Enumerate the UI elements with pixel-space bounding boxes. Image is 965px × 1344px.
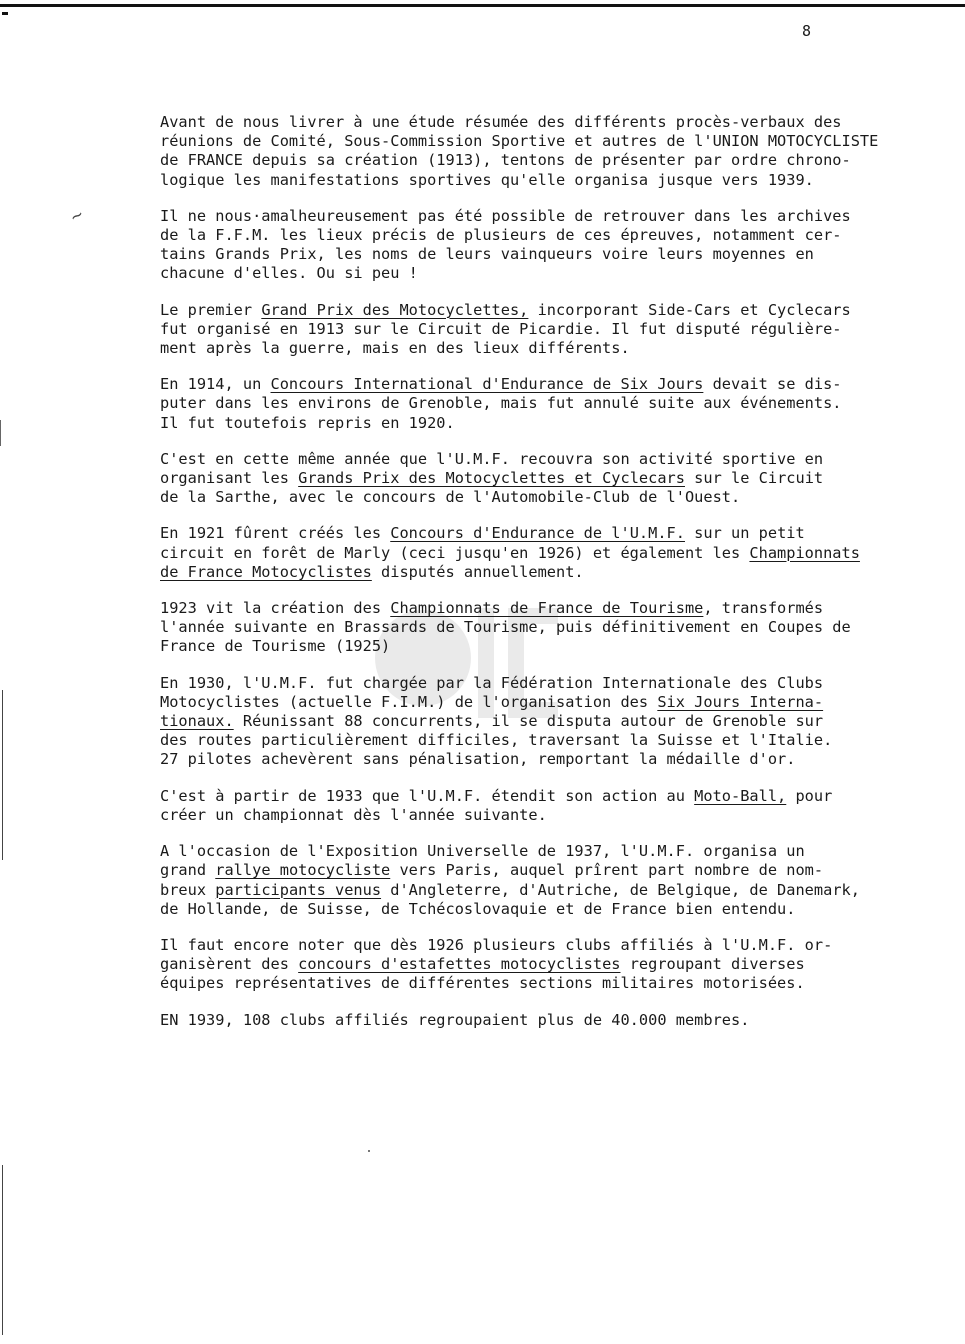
underlined-term: Concours d'Endurance de l'U.M.F. (390, 524, 685, 543)
page-number: 8 (802, 22, 812, 40)
text-line (160, 881, 920, 900)
paragraph-p1 (160, 113, 920, 190)
text-segment: , transformés (703, 599, 824, 618)
text-line (160, 414, 920, 433)
underlined-term: concours d'estafettes motocyclistes (298, 955, 621, 974)
text-segment: l'année suivante en Brassards de Tourisme, puis définitivement en Coupes de (160, 618, 851, 637)
text-line (160, 320, 920, 339)
underlined-term: Six Jours Interna- (657, 692, 824, 711)
text-segment: En 1921 fûrent créés les (160, 524, 391, 543)
text-line (160, 132, 920, 151)
text-segment: sur un petit (684, 524, 805, 543)
text-line (160, 301, 920, 320)
text-segment: 27 pilotes achevèrent sans pénalisation, remportant la médaille d'or. (160, 750, 796, 769)
text-line (160, 1011, 920, 1030)
text-segment: C'est à partir de 1933 que l'U.M.F. étendit son action au (160, 786, 695, 805)
text-segment: sur le Circuit (684, 469, 824, 488)
speck (368, 1150, 370, 1152)
paragraph-p11 (160, 936, 920, 994)
underlined-term: Championnats de France de Tourisme (390, 599, 704, 618)
underlined-term: tionaux. (160, 712, 234, 731)
paragraph-p4 (160, 375, 920, 433)
text-line (160, 339, 920, 358)
text-line (160, 113, 920, 132)
text-line (160, 900, 920, 919)
paragraph-p8 (160, 674, 920, 770)
underlined-term: Championnats (749, 543, 860, 562)
underlined-term: Concours International d'Endurance de Six Jours (270, 375, 704, 394)
text-line (160, 544, 920, 563)
text-segment: regroupant diverses (620, 955, 805, 974)
text-line (160, 712, 920, 731)
text-segment: de la Sarthe, avec le concours de l'Automobile-Club de l'Ouest. (160, 488, 741, 507)
text-segment: France de Tourisme (1925) (160, 637, 391, 656)
text-segment: En 1930, l'U.M.F. fut chargée par la Fédération Internationale des Clubs (160, 673, 824, 692)
text-segment: vers Paris, auquel prîrent part nombre de nom- (390, 861, 824, 880)
text-segment: créer un championnat dès l'année suivante. (160, 805, 547, 824)
text-line (160, 955, 920, 974)
text-segment: de Hollande, de Suisse, de Tchécoslovaquie et de France bien entendu. (160, 899, 796, 918)
text-segment: Avant de nous livrer à une étude résumée des différents procès-verbaux des (160, 113, 842, 131)
underlined-term: de France Motocyclistes (160, 562, 372, 581)
text-line (160, 563, 920, 582)
text-line (160, 693, 920, 712)
text-line (160, 488, 920, 507)
text-segment: réunions de Comité, Sous-Commission Sportive et autres de l'UNION MOTOCYCLISTE (160, 132, 879, 151)
text-line (160, 375, 920, 394)
text-line (160, 245, 920, 264)
paragraph-p9 (160, 787, 920, 825)
text-segment: grand (160, 861, 216, 880)
text-segment: En 1914, un (160, 375, 271, 394)
text-line (160, 936, 920, 955)
text-segment: 1923 vit la création des (160, 599, 391, 618)
text-line (160, 171, 920, 190)
text-segment: ganisèrent des (160, 955, 299, 974)
text-segment: incorporant Side-Cars et Cyclecars (528, 300, 851, 319)
text-segment: disputés annuellement. (371, 562, 584, 581)
text-line (160, 450, 920, 469)
text-segment: puter dans les environs de Grenoble, mais fut annulé suite aux événements. (160, 394, 842, 413)
text-segment: chacune d'elles. Ou si peu ! (160, 264, 418, 283)
corner-mark (2, 12, 8, 15)
text-line (160, 207, 920, 226)
text-line (160, 731, 920, 750)
scan-edge-mark (2, 1165, 3, 1335)
paragraph-p2 (160, 207, 920, 284)
text-segment: logique les manifestations sportives qu'elle organisa jusque vers 1939. (160, 170, 814, 189)
text-line (160, 151, 920, 170)
text-segment: organisant les (160, 469, 299, 488)
text-line (160, 469, 920, 488)
text-line (160, 842, 920, 861)
text-line (160, 524, 920, 543)
text-line (160, 637, 920, 656)
text-segment: A l'occasion de l'Exposition Universelle de 1937, l'U.M.F. organisa un (160, 842, 805, 861)
text-segment: devait se dis- (703, 375, 842, 394)
text-line (160, 226, 920, 245)
text-line (160, 787, 920, 806)
text-line (160, 264, 920, 283)
text-segment: C'est en cette même année que l'U.M.F. recouvra son activité sportive en (160, 449, 824, 468)
text-line (160, 861, 920, 880)
text-segment: tains Grands Prix, les noms de leurs vainqueurs voire leurs moyennes en (160, 245, 814, 264)
text-line (160, 394, 920, 413)
text-line (160, 599, 920, 618)
text-line (160, 674, 920, 693)
paragraph-p3 (160, 301, 920, 359)
underlined-term: rallye motocycliste (215, 861, 391, 880)
text-segment: d'Angleterre, d'Autriche, de Belgique, de Danemark, (381, 880, 860, 899)
text-segment: Il ne nous·amalheureusement pas été possible de retrouver dans les archives (160, 206, 851, 225)
text-segment: breux (160, 880, 216, 899)
document-body (160, 113, 920, 1047)
text-segment: Motocyclistes (actuelle F.I.M.) de l'organisation des (160, 692, 658, 711)
paragraph-p6 (160, 524, 920, 582)
margin-annotation: ~ (66, 203, 88, 228)
text-segment: fut organisé en 1913 sur le Circuit de Picardie. Il fut disputé régulière- (160, 319, 842, 338)
paragraph-p7 (160, 599, 920, 657)
text-segment: Le premier (160, 300, 262, 319)
underlined-term: Moto-Ball, (694, 786, 787, 805)
text-line (160, 750, 920, 769)
text-segment: EN 1939, 108 clubs affiliés regroupaient plus de 40.000 membres. (160, 1010, 750, 1029)
text-segment: de la F.F.M. les lieux précis de plusieurs de ces épreuves, notamment cer- (160, 226, 842, 245)
scan-edge-mark (2, 690, 3, 860)
text-line (160, 618, 920, 637)
underlined-term: Grand Prix des Motocyclettes, (261, 300, 529, 319)
paragraph-p12 (160, 1011, 920, 1030)
text-segment: des routes particulièrement difficiles, traversant la Suisse et l'Italie. (160, 731, 833, 750)
text-segment: Réunissant 88 concurrents, il se disputa autour de Grenoble sur (233, 712, 824, 731)
text-segment: circuit en forêt de Marly (ceci jusqu'en 1926) et également les (160, 543, 750, 562)
underlined-term: participants venus (215, 880, 382, 899)
paragraph-p10 (160, 842, 920, 919)
text-line (160, 974, 920, 993)
text-segment: Il faut encore noter que dès 1926 plusieurs clubs affiliés à l'U.M.F. or- (160, 935, 833, 954)
top-border-line (0, 4, 965, 7)
text-line (160, 806, 920, 825)
text-segment: de FRANCE depuis sa création (1913), tentons de présenter par ordre chrono- (160, 151, 851, 170)
paragraph-p5 (160, 450, 920, 508)
text-segment: ment après la guerre, mais en des lieux différents. (160, 339, 630, 358)
text-segment: Il fut toutefois repris en 1920. (160, 413, 455, 432)
underlined-term: Grands Prix des Motocyclettes et Cyclecars (298, 469, 685, 488)
text-segment: équipes représentatives de différentes sections militaires motorisées. (160, 974, 805, 993)
text-segment: pour (786, 786, 833, 805)
scan-edge-mark (0, 420, 1, 446)
